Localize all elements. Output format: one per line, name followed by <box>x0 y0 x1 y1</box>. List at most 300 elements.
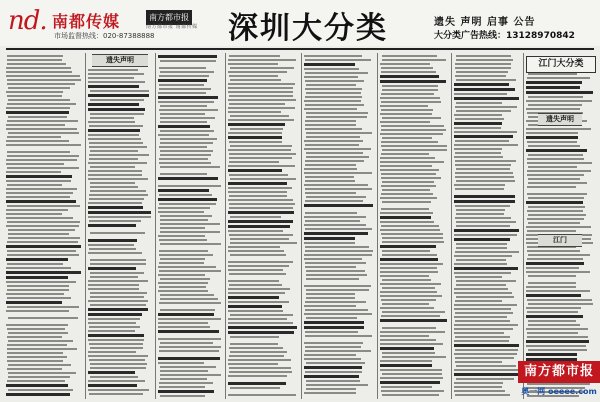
fine-print-line <box>230 178 296 180</box>
fine-print-line <box>88 280 148 282</box>
fine-print-line <box>304 232 368 235</box>
fine-print-line <box>455 63 511 65</box>
fine-print-line <box>456 110 511 112</box>
fine-print-line <box>306 362 365 364</box>
fine-print-line <box>528 182 587 184</box>
fine-print-line <box>380 80 446 83</box>
fine-print-line <box>454 127 501 129</box>
fine-print-line <box>159 75 209 77</box>
fine-print-line <box>382 356 446 358</box>
fine-print-line <box>228 375 287 377</box>
fine-print-line <box>526 307 581 309</box>
fine-print-line <box>7 59 62 61</box>
fine-print-line <box>158 313 214 316</box>
fine-print-line <box>6 281 76 283</box>
fine-print-line <box>454 369 518 371</box>
fine-print-line <box>306 116 367 118</box>
fine-print-line <box>382 303 429 305</box>
fine-print-line <box>160 294 214 296</box>
fine-print-line <box>454 353 517 355</box>
fine-print-line <box>159 270 221 272</box>
fine-print-line <box>158 357 220 360</box>
fine-print-line <box>160 154 211 156</box>
fine-print-line <box>306 92 361 94</box>
fine-print-line <box>456 79 516 81</box>
fine-print-line <box>380 121 430 123</box>
fine-print-line <box>159 84 204 86</box>
fine-print-line <box>380 291 437 293</box>
fine-print-line <box>229 157 292 159</box>
fine-print-line <box>8 372 76 374</box>
fine-print-line <box>305 192 356 194</box>
fine-print-line <box>158 338 221 340</box>
fine-print-line <box>89 393 143 395</box>
fine-print-line <box>159 262 204 264</box>
fine-print-line <box>88 178 148 180</box>
fine-print-line <box>526 262 584 265</box>
fine-print-line <box>230 254 286 256</box>
fine-print-line <box>528 324 580 326</box>
fine-print-line <box>382 250 430 252</box>
fine-print-line <box>304 354 356 356</box>
fine-print-line <box>158 211 204 213</box>
fine-print-line <box>228 331 294 334</box>
fine-print-line <box>7 352 63 354</box>
fine-print-line <box>159 346 221 348</box>
fine-print-line <box>228 91 293 93</box>
fine-print-line <box>6 128 77 130</box>
fine-print-line <box>380 339 436 341</box>
fine-print-line <box>158 322 208 324</box>
fine-print-line <box>527 332 578 334</box>
fine-print-line <box>88 69 138 71</box>
fine-print-line <box>455 75 506 77</box>
fine-print-line <box>228 305 282 308</box>
fine-print-line <box>454 195 515 198</box>
fine-print-line <box>305 180 355 182</box>
fine-print-line <box>158 274 205 276</box>
fine-print-line <box>90 263 146 265</box>
fine-print-line <box>89 142 143 144</box>
fine-print-line <box>526 290 590 292</box>
column-divider <box>301 53 302 399</box>
fine-print-line <box>158 290 208 292</box>
fine-print-line <box>228 191 287 193</box>
fine-print-line <box>382 237 443 239</box>
fine-print-line <box>7 151 70 153</box>
fine-print-line <box>8 116 67 118</box>
fine-print-line <box>88 308 148 311</box>
fine-print-line <box>305 72 368 74</box>
fine-print-line <box>455 160 516 162</box>
fine-print-line <box>528 303 593 305</box>
fine-print-line <box>90 304 146 306</box>
fine-print-line <box>228 301 289 303</box>
fine-print-line <box>304 140 363 142</box>
fine-print-line <box>454 238 510 241</box>
fine-print-line <box>455 357 514 359</box>
fine-print-line <box>7 167 79 169</box>
fine-print-line <box>527 210 583 212</box>
fine-print-line <box>380 307 434 309</box>
fine-print-line <box>306 384 368 386</box>
fine-print-line <box>380 335 429 337</box>
fine-print-line <box>527 186 576 188</box>
fine-print-line <box>88 267 136 270</box>
fine-print-line <box>158 96 218 99</box>
fine-print-line <box>381 185 436 187</box>
fine-print-line <box>454 386 502 388</box>
fine-print-line <box>380 212 433 214</box>
fine-print-line <box>228 169 282 172</box>
fine-print-line <box>304 313 372 315</box>
fine-print-line <box>526 136 578 139</box>
fine-print-line <box>380 381 440 384</box>
fine-print-line <box>526 81 582 84</box>
fine-print-line <box>526 345 586 347</box>
fine-print-line <box>380 275 429 277</box>
fine-print-line <box>528 96 583 98</box>
fine-print-line <box>90 367 146 369</box>
fine-print-line <box>380 377 443 379</box>
classified-column-1 <box>6 53 82 399</box>
fine-print-line <box>380 229 440 231</box>
fine-print-line <box>158 318 221 320</box>
fine-print-line <box>159 203 216 205</box>
fine-print-line <box>381 101 441 103</box>
fine-print-line <box>90 150 138 152</box>
fine-print-line <box>88 129 140 132</box>
fine-print-line <box>456 225 510 227</box>
fine-print-line <box>382 189 430 191</box>
fine-print-line <box>6 171 61 173</box>
fine-print-line <box>8 317 78 319</box>
fine-print-line <box>305 335 372 337</box>
fine-print-line <box>7 289 69 291</box>
fine-print-line <box>6 324 68 326</box>
fine-print-line <box>8 389 73 391</box>
fine-print-line <box>7 120 78 122</box>
fine-print-line <box>6 140 69 142</box>
fine-print-line <box>304 326 364 329</box>
fine-print-line <box>89 248 136 250</box>
fine-print-line <box>380 331 445 333</box>
fine-print-line <box>7 306 79 308</box>
logo-badge: 南方都市报 <box>146 10 192 25</box>
fine-print-line <box>88 384 137 387</box>
fine-print-line <box>456 296 514 298</box>
fine-print-line <box>306 270 365 272</box>
fine-print-line <box>160 113 205 115</box>
fine-print-line <box>454 382 503 384</box>
fine-print-line <box>6 159 77 161</box>
fine-print-line <box>160 71 214 73</box>
fine-print-line <box>305 124 356 126</box>
fine-print-line <box>381 93 434 95</box>
fine-print-line <box>160 60 216 62</box>
fine-print-line <box>305 220 360 222</box>
fine-print-line <box>88 300 148 302</box>
classified-column-2 <box>88 53 152 399</box>
fine-print-line <box>527 158 584 160</box>
fine-print-line <box>88 134 139 136</box>
fine-print-line <box>88 355 148 357</box>
fine-print-line <box>526 286 576 288</box>
fine-print-line <box>456 247 507 249</box>
fine-print-line <box>8 99 70 101</box>
fine-print-line <box>230 351 287 353</box>
fine-print-line <box>6 276 68 279</box>
fine-print-line <box>304 108 357 110</box>
fine-print-line <box>528 178 580 180</box>
fine-print-line <box>228 99 296 101</box>
classified-column-7 <box>454 53 520 399</box>
fine-print-line <box>305 104 364 106</box>
fine-print-line <box>230 314 293 316</box>
fine-print-line <box>88 81 145 83</box>
fine-print-line <box>158 92 206 94</box>
fine-print-line <box>158 198 217 201</box>
fine-print-line <box>160 150 213 152</box>
fine-print-line <box>382 85 438 87</box>
fine-print-line <box>7 241 78 243</box>
fine-print-line <box>381 145 447 147</box>
fine-print-line <box>228 261 293 263</box>
fine-print-line <box>455 176 514 178</box>
section-heading-jiangmen: 江门大分类 <box>526 56 596 73</box>
section-heading-jiangmen-short: 江门 <box>538 234 582 247</box>
fine-print-line <box>228 111 281 113</box>
fine-print-line <box>7 83 75 85</box>
fine-print-line <box>90 117 134 119</box>
fine-print-line <box>305 331 358 333</box>
page-title: 深圳大分类 <box>228 11 388 46</box>
fine-print-line <box>228 322 293 324</box>
fine-print-line <box>228 246 280 248</box>
fine-print-line <box>6 217 73 219</box>
fine-print-line <box>89 326 140 328</box>
fine-print-line <box>160 223 220 225</box>
fine-print-line <box>158 134 209 136</box>
fine-print-line <box>382 59 446 61</box>
fine-print-line <box>89 343 143 345</box>
fine-print-line <box>304 358 361 360</box>
fine-print-line <box>455 336 510 338</box>
fine-print-line <box>88 330 135 332</box>
fine-print-line <box>228 359 291 361</box>
fine-print-line <box>454 114 502 116</box>
fine-print-line <box>305 200 363 202</box>
fine-print-line <box>304 375 359 378</box>
fine-print-line <box>526 132 578 134</box>
fine-print-line <box>88 170 142 172</box>
fine-print-line <box>380 263 443 265</box>
fine-print-line <box>88 389 149 391</box>
fine-print-line <box>228 310 283 312</box>
fine-print-line <box>305 88 362 90</box>
fine-print-line <box>88 239 137 242</box>
fine-print-line <box>381 315 440 317</box>
fine-print-line <box>160 231 220 233</box>
fine-print-line <box>88 138 141 140</box>
fine-print-line <box>160 370 208 372</box>
fine-print-line <box>306 84 356 86</box>
fine-print-line <box>381 208 429 210</box>
fine-print-line <box>6 258 68 261</box>
fine-print-line <box>160 227 205 229</box>
fine-print-line <box>7 297 71 299</box>
fine-print-line <box>528 275 576 277</box>
notice-types-heading: 遗失 声明 启事 公告 <box>434 17 536 28</box>
fine-print-line <box>229 95 293 97</box>
fine-print-line <box>7 344 67 346</box>
fine-print-line <box>304 254 372 256</box>
fine-print-line <box>228 265 289 267</box>
fine-print-line <box>89 359 145 361</box>
fine-print-line <box>380 221 434 223</box>
fine-print-line <box>455 106 517 108</box>
classified-hotline: 大分类广告热线：13128970842 <box>434 31 575 41</box>
fine-print-line <box>228 280 279 282</box>
fine-print-line <box>90 182 135 184</box>
fine-print-line <box>229 75 278 77</box>
fine-print-line <box>306 136 360 138</box>
fine-print-line <box>228 123 285 126</box>
fine-print-line <box>306 278 359 280</box>
fine-print-line <box>305 309 368 311</box>
fine-print-line <box>456 55 511 57</box>
fine-print-line <box>454 308 511 310</box>
fine-print-line <box>454 344 519 347</box>
fine-print-line <box>6 163 64 165</box>
fine-print-line <box>456 71 508 73</box>
fine-print-line <box>306 293 355 295</box>
fine-print-line <box>7 95 62 97</box>
fine-print-line <box>88 202 142 204</box>
fine-print-line <box>456 280 516 282</box>
fine-print-line <box>381 177 441 179</box>
fine-print-line <box>382 287 435 289</box>
fine-print-line <box>228 250 284 252</box>
fine-print-line <box>456 102 502 104</box>
fine-print-line <box>304 242 355 244</box>
fine-print-line <box>230 343 278 345</box>
fine-print-line <box>88 322 136 324</box>
fine-print-line <box>6 124 65 126</box>
fine-print-line <box>528 320 576 322</box>
fine-print-line <box>229 355 284 357</box>
fine-print-line <box>6 192 73 194</box>
fine-print-line <box>160 374 221 376</box>
fine-print-line <box>7 250 76 252</box>
fine-print-line <box>159 67 206 69</box>
fine-print-line <box>90 113 144 115</box>
fine-print-line <box>380 75 439 78</box>
fine-print-line <box>228 165 295 167</box>
fine-print-line <box>528 154 583 156</box>
fine-print-line <box>455 140 509 142</box>
fine-print-line <box>454 229 519 232</box>
fine-print-line <box>454 324 518 326</box>
fine-print-line <box>527 218 584 220</box>
fine-print-line <box>8 87 70 89</box>
fine-print-line <box>454 184 505 186</box>
fine-print-line <box>228 107 295 109</box>
fine-print-line <box>454 144 518 146</box>
fine-print-line <box>158 101 214 103</box>
classified-column-4 <box>228 53 298 399</box>
fine-print-line <box>304 321 364 324</box>
fine-print-line <box>158 185 221 187</box>
fine-print-line <box>454 255 512 257</box>
fine-print-line <box>228 220 293 223</box>
fine-print-line <box>88 313 142 316</box>
fine-print-line <box>527 336 588 338</box>
fine-print-line <box>454 148 502 150</box>
fine-print-line <box>8 233 69 235</box>
fine-print-line <box>527 311 578 313</box>
fine-print-line <box>159 194 212 196</box>
fine-print-line <box>7 380 65 382</box>
fine-print-line <box>7 348 77 350</box>
fine-print-line <box>382 327 436 329</box>
fine-print-line <box>382 55 437 57</box>
fine-print-line <box>526 267 579 269</box>
fine-print-line <box>160 121 207 123</box>
fine-print-line <box>228 292 285 294</box>
fine-print-line <box>8 364 71 366</box>
fine-print-line <box>526 108 580 110</box>
classified-column-6 <box>380 53 448 399</box>
fine-print-line <box>528 254 590 256</box>
logo-name: 南都传媒 <box>52 12 121 31</box>
fine-print-line <box>527 299 592 301</box>
fine-print-line <box>88 380 145 382</box>
fine-print-line <box>158 55 217 58</box>
fine-print-line <box>230 387 280 389</box>
fine-print-line <box>158 266 216 268</box>
fine-print-line <box>455 312 513 314</box>
fine-print-line <box>455 300 502 302</box>
fine-print-line <box>380 319 447 322</box>
fine-print-line <box>160 219 208 221</box>
fine-print-line <box>527 77 590 79</box>
fine-print-line <box>380 267 437 269</box>
fine-print-line <box>228 382 286 385</box>
fine-print-line <box>526 226 591 228</box>
fine-print-line <box>159 88 211 90</box>
fine-print-line <box>306 196 366 198</box>
market-hotline: 市场监督热线：020-87388888 <box>54 32 155 40</box>
fine-print-line <box>230 79 281 81</box>
fine-print-line <box>228 63 278 65</box>
fine-print-line <box>454 304 517 306</box>
fine-print-line <box>90 259 146 261</box>
fine-print-line <box>160 366 216 368</box>
fine-print-line <box>305 346 361 348</box>
fine-print-line <box>8 132 79 134</box>
fine-print-line <box>7 336 62 338</box>
fine-print-line <box>228 199 293 201</box>
fine-print-line <box>6 107 70 109</box>
fine-print-line <box>456 180 515 182</box>
fine-print-line <box>90 166 135 168</box>
fine-print-line <box>381 233 443 235</box>
fine-print-line <box>305 164 356 166</box>
fine-print-line <box>381 225 439 227</box>
fine-print-line <box>6 267 71 269</box>
fine-print-line <box>304 258 362 260</box>
